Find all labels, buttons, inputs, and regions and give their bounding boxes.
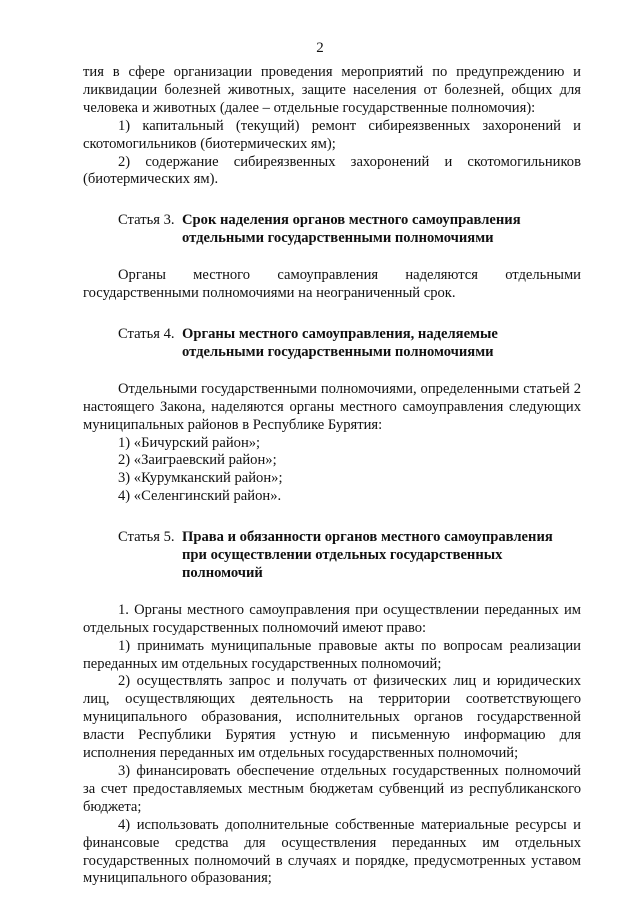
article-5-title: Права и обязанности органов местного самоуправления при осуществлении отдельных государственных полномочий xyxy=(182,529,553,581)
article-5-heading xyxy=(83,529,581,583)
article-4-item-3: 3) «Курумканский район»; xyxy=(118,470,283,487)
article-3-text: Органы местного самоуправления наделяются отдельными государственными полномочиями на неограниченный срок. xyxy=(83,267,581,302)
article-4-heading xyxy=(83,326,581,362)
page-number: 2 xyxy=(316,40,324,56)
document-body xyxy=(83,64,581,888)
article-5-item-4: 4) использовать дополнительные собственные материальные ресурсы и финансовые средства для осуществления переданных им отдельных государственных полномочий в случаях и порядке, предусмотренных уставом муниципального образования; xyxy=(83,816,581,887)
article-4-item-2: 2) «Заиграевский район»; xyxy=(118,452,277,469)
article-3-heading xyxy=(83,212,581,248)
article-5-item-2: 2) осуществлять запрос и получать от физических лиц и юридических лиц, осуществляющих деятельность на территории соответствующего муниципального образования, исполнительных органов государственной власти Республики Бурятия устную и письменную информацию для исполнения переданных им отдельных государственных полномочий; xyxy=(83,673,581,762)
article-4-label: Статья 4. xyxy=(118,325,175,342)
article-3-title: Срок наделения органов местного самоуправления отдельными государственными полномочиями xyxy=(182,212,521,247)
article-4-text: Отдельными государственными полномочиями, определенными статьей 2 настоящего Закона, наделяются органы местного самоуправления следующих муниципальных районов в Республике Бурятия: xyxy=(83,380,581,433)
intro-item-2: 2) содержание сибиреязвенных захоронений и скотомогильников (биотермических ям). xyxy=(83,153,581,188)
article-4-item-1: 1) «Бичурский район»; xyxy=(118,434,261,451)
article-4-title: Органы местного самоуправления, наделяемые отдельными государственными полномочиями xyxy=(182,325,498,360)
article-5-item-1: 1) принимать муниципальные правовые акты по вопросам реализации переданных им отдельных государственных полномочий; xyxy=(83,637,581,672)
article-4-item-4: 4) «Селенгинский район». xyxy=(118,488,282,505)
article-5-item-3: 3) финансировать обеспечение отдельных государственных полномочий за счет предоставляемых местным бюджетам субвенций из республиканского бюджета; xyxy=(83,763,581,815)
article-3-label: Статья 3. xyxy=(118,212,175,229)
article-5-label: Статья 5. xyxy=(118,529,175,546)
intro-item-1: 1) капитальный (текущий) ремонт сибиреязвенных захоронений и скотомогильников (биотермических ям); xyxy=(83,117,581,152)
intro-paragraph: тия в сфере организации проведения мероприятий по предупреждению и ликвидации болезней животных, защите населения от болезней, общих для человека и животных (далее – отдельные государственные полномочия): xyxy=(83,64,581,116)
article-5-paragraph-1: 1. Органы местного самоуправления при осуществлении переданных им отдельных государственных полномочий имеют право: xyxy=(83,601,581,636)
